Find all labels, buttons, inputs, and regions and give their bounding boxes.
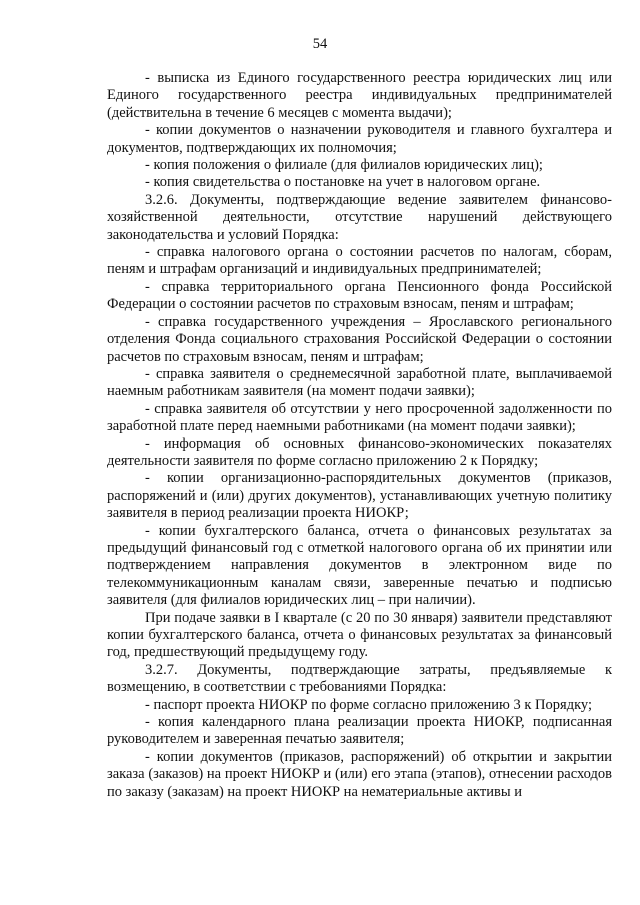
paragraph-egrul-extract: - выписка из Единого государственного реестра юридических лиц или Единого государственного реестра индивидуальных предпринимателей (действительна в течение 6 месяцев с момента выдачи); xyxy=(107,70,612,121)
paragraph-section-3-2-6: 3.2.6. Документы, подтверждающие ведение заявителем финансово-хозяйственной деятельности, отсутствие нарушений действующего законодательства и условий Порядка: xyxy=(107,191,612,243)
paragraph-first-quarter-note: При подаче заявки в I квартале (с 20 по 30 января) заявители представляют копии бухгалтерского баланса, отчета о финансовых результатах за финансовый год, предшествующий предыдущему году. xyxy=(107,609,612,661)
paragraph-niokr-passport: - паспорт проекта НИОКР по форме согласно приложению 3 к Порядку; xyxy=(145,696,593,713)
paragraph-order-documents: - копии документов (приказов, распоряжений) об открытии и закрытии заказа (заказов) на проект НИОКР и (или) его этапа (этапов), отнесении расходов по заказу (заказам) на проект НИОКР на нематериальные активы и xyxy=(107,748,612,800)
paragraph-balance-sheet: - копии бухгалтерского баланса, отчета о финансовых результатах за предыдущий финансовый год с отметкой налогового органа об их принятии или подтверждением направления документов в электронном виде по телекоммуникационным каналам связи, заверенные печатью и подписью заявителя (для филиалов юридических лиц – при наличии). xyxy=(107,522,612,609)
paragraph-no-salary-debt-certificate: - справка заявителя об отсутствии у него просроченной задолженности по заработной плате перед наемными работниками (на момент подачи заявки); xyxy=(107,400,612,435)
paragraph-appointment-docs: - копии документов о назначении руководителя и главного бухгалтера и документов, подтверждающих их полномочия; xyxy=(107,122,612,156)
paragraph-tax-registration: - копия свидетельства о постановке на учет в налоговом органе. xyxy=(145,174,541,191)
page-number: 54 xyxy=(312,36,328,52)
paragraph-tax-certificate: - справка налогового органа о состоянии расчетов по налогам, сборам, пеням и штрафам организаций и индивидуальных предпринимателей; xyxy=(107,244,612,278)
paragraph-section-3-2-7: 3.2.7. Документы, подтверждающие затраты, предъявляемые к возмещению, в соответствии с требованиями Порядка: xyxy=(107,661,612,696)
paragraph-pension-fund-certificate: - справка территориального органа Пенсионного фонда Российской Федерации о состоянии расчетов по страховым взносам, пеням и штрафам; xyxy=(107,278,612,313)
paragraph-branch-regulation: - копия положения о филиале (для филиалов юридических лиц); xyxy=(145,157,543,174)
paragraph-financial-indicators: - информация об основных финансово-экономических показателях деятельности заявителя по форме согласно приложению 2 к Порядку; xyxy=(107,435,612,469)
paragraph-average-salary-certificate: - справка заявителя о среднемесячной заработной плате, выплачиваемой наемным работникам заявителя (на момент подачи заявки); xyxy=(107,365,612,400)
paragraph-accounting-policy-docs: - копии организационно-распорядительных документов (приказов, распоряжений и (или) других документов), устанавливающих учетную политику заявителя в период реализации проекта НИОКР; xyxy=(107,470,612,522)
document-body xyxy=(107,70,612,801)
paragraph-social-insurance-certificate: - справка государственного учреждения – Ярославского регионального отделения Фонда социального страхования Российской Федерации о состоянии расчетов по страховым взносам, пеням и штрафам; xyxy=(107,313,612,365)
paragraph-calendar-plan: - копия календарного плана реализации проекта НИОКР, подписанная руководителем и заверенная печатью заявителя; xyxy=(107,714,612,748)
